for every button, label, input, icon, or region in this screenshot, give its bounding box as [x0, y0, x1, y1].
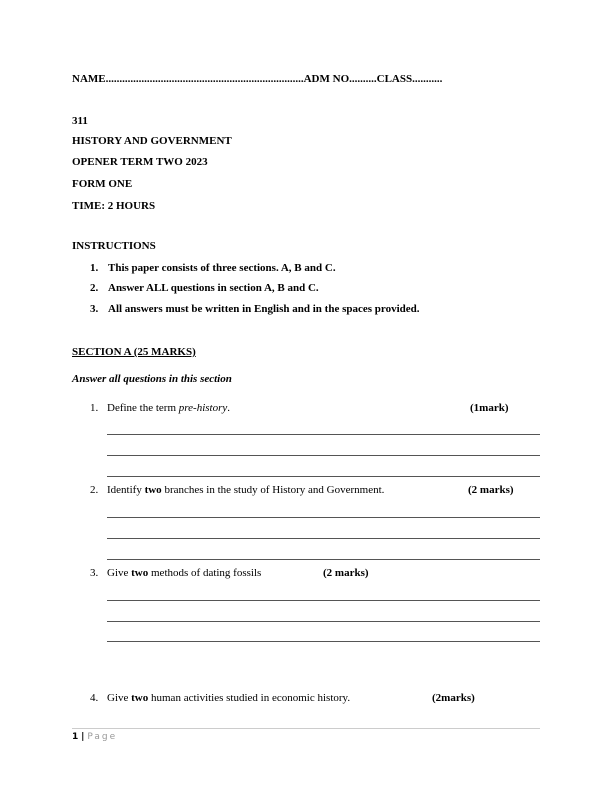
answer-line[interactable] — [107, 559, 540, 560]
question-marks: (2 marks) — [323, 567, 369, 579]
answer-line[interactable] — [107, 455, 540, 456]
answer-line[interactable] — [107, 600, 540, 601]
question-marks: (1mark) — [470, 402, 509, 414]
instruction-number: 1. — [90, 262, 99, 274]
question-text: Identify two branches in the study of History and Government. — [107, 484, 385, 496]
instruction-number: 2. — [90, 282, 99, 294]
time-label: TIME: 2 HOURS — [72, 200, 156, 212]
question-number: 3. — [90, 567, 99, 579]
question-marks: (2marks) — [432, 692, 475, 704]
subject-title: HISTORY AND GOVERNMENT — [72, 135, 232, 147]
page-footer: 1 | Page — [72, 732, 118, 742]
footer-divider — [72, 728, 540, 729]
answer-line[interactable] — [107, 517, 540, 518]
instruction-item: All answers must be written in English and in the spaces provided. — [108, 303, 420, 315]
answer-line[interactable] — [107, 641, 540, 642]
question-number: 4. — [90, 692, 99, 704]
instruction-item: This paper consists of three sections. A, B and C. — [108, 262, 336, 274]
answer-line[interactable] — [107, 538, 540, 539]
question-text: Give two methods of dating fossils — [107, 567, 262, 579]
name-adm-class-line: NAME........................................................................ADM NO..........CLASS........... — [72, 73, 443, 85]
section-subtitle: Answer all questions in this section — [72, 373, 232, 385]
instructions-title: INSTRUCTIONS — [72, 240, 156, 252]
answer-line[interactable] — [107, 476, 540, 477]
section-title: SECTION A (25 MARKS) — [72, 346, 196, 358]
instruction-number: 3. — [90, 303, 99, 315]
question-text: Give two human activities studied in economic history. — [107, 692, 351, 704]
exam-title: OPENER TERM TWO 2023 — [72, 156, 208, 168]
question-text: Define the term pre-history. — [107, 402, 231, 414]
question-number: 1. — [90, 402, 99, 414]
form-label: FORM ONE — [72, 178, 133, 190]
paper-code: 311 — [72, 115, 88, 127]
answer-line[interactable] — [107, 434, 540, 435]
question-marks: (2 marks) — [468, 484, 514, 496]
answer-line[interactable] — [107, 621, 540, 622]
question-number: 2. — [90, 484, 99, 496]
instruction-item: Answer ALL questions in section A, B and C. — [108, 282, 319, 294]
